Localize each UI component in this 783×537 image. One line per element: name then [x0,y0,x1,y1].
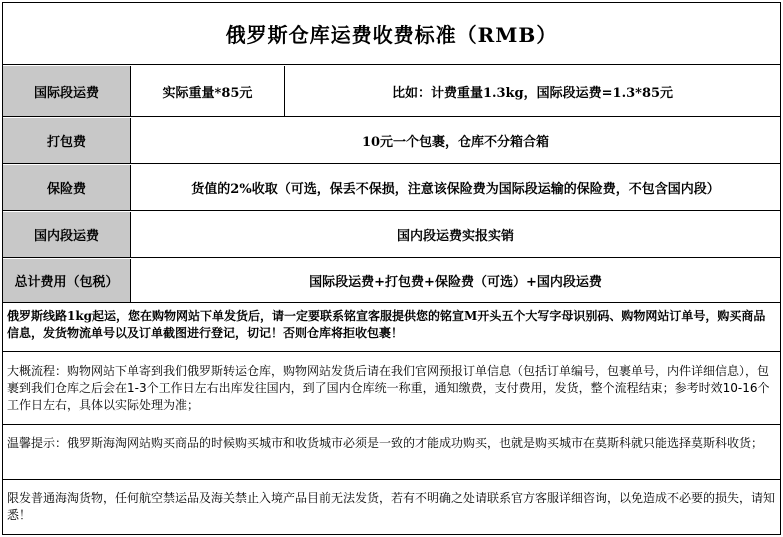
row-value: 国际段运费+打包费+保险费（可选）+国内段运费 [309,275,602,290]
row-label: 国内段运费 [3,212,131,257]
row-domestic-shipping [3,212,780,258]
row-value: 国内段运费实报实销 [396,229,514,244]
rate-value: 实际重量*85元 [131,66,285,116]
tip-note: 温馨提示：俄罗斯海淘网站购买商品的时候购买城市和收货城市必须是一致的才能成功购买，也就是购买城市在莫斯科就只能选择莫斯科收货； [3,426,780,480]
row-insurance-fee [3,165,780,211]
table-title: 俄罗斯仓库运费收费标准（RMB） [3,3,780,65]
row-international-shipping [3,66,780,117]
row-total-fee [3,259,780,303]
row-packing-fee [3,118,780,164]
fee-table [2,2,781,535]
row-label: 总计费用（包税） [3,259,131,302]
row-label: 打包费 [3,118,131,163]
row-value: 10元一个包裹，仓库不分箱合箱 [361,135,550,150]
warning-note: 俄罗斯线路1kg起运，您在购物网站下单发货后，请一定要联系铭宣客服提供您的铭宣M开头五个大写字母识别码、购物网站订单号，购买商品信息，发货物流单号以及订单截图进行登记，切记！否则仓库将拒收包裹！ [3,304,780,352]
restriction-note: 限发普通海淘货物，任何航空禁运品及海关禁止入境产品目前无法发货，若有不明确之处请联系官方客服详细咨询，以免造成不必要的损失，请知悉！ [7,491,776,522]
row-label: 保险费 [3,165,131,210]
row-label: 国际段运费 [3,66,131,116]
process-note: 大概流程：购物网站下单寄到我们俄罗斯转运仓库，购物网站发货后请在我们官网预报订单信息（包括订单编号，包裹单号，内件详细信息），包裹到我们仓库之后会在1-3个工作日左右出库发往国内，到了国内仓库统一称重，通知缴费，支付费用，发货，整个流程结束；参考时效10-16个工作日左右，具体以实际处理为准； [3,353,780,425]
row-value: 货值的2%收取（可选，保丢不保损，注意该保险费为国际段运输的保险费，不包含国内段） [191,182,720,197]
rate-example: 比如：计费重量1.3kg，国际段运费=1.3*85元 [391,85,674,101]
